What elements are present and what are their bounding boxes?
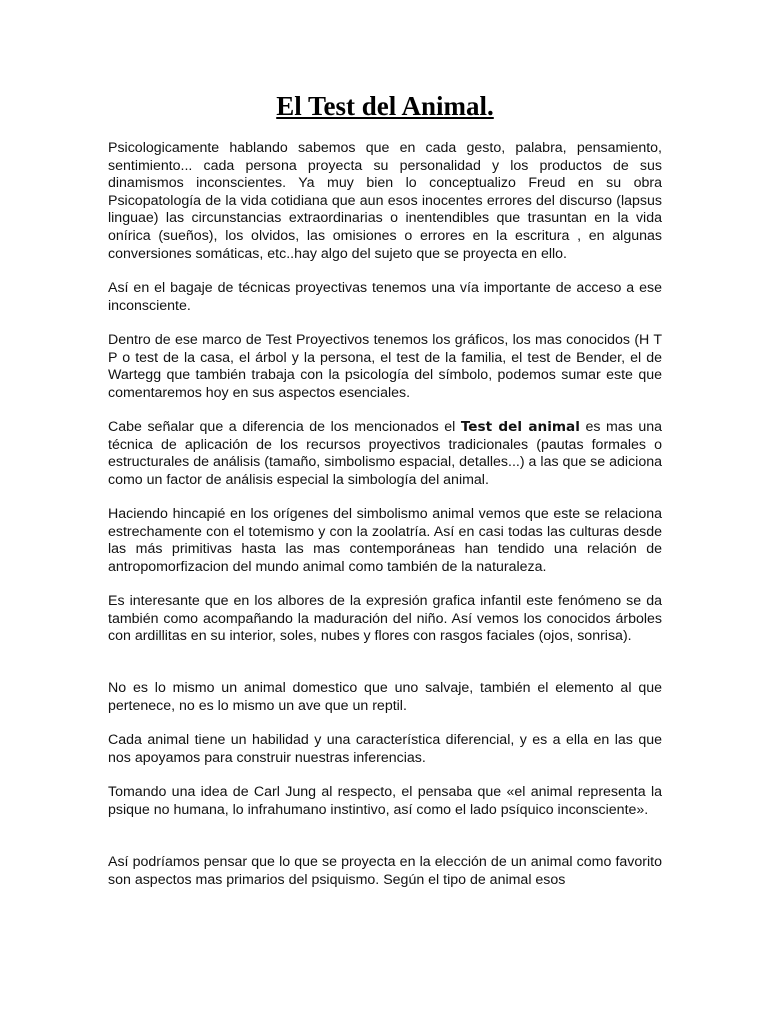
paragraph: Así podríamos pensar que lo que se proyecta en la elección de un animal como favorito son aspectos mas primarios del psiquismo. Según el tipo de animal esos <box>108 854 662 888</box>
paragraph: Así en el bagaje de técnicas proyectivas tenemos una vía importante de acceso a ese inconsciente. <box>108 280 662 314</box>
document-page <box>108 0 662 1024</box>
paragraph-text: Cabe señalar que a diferencia de los mencionados el <box>108 419 461 435</box>
paragraph: Es interesante que en los albores de la expresión grafica infantil este fenómeno se da también como acompañando la maduración del niño. Así vemos los conocidos árboles con ardillitas en su interior, soles, nubes y flores con rasgos faciales (ojos, sonrisa). <box>108 593 662 645</box>
paragraph: No es lo mismo un animal domestico que uno salvaje, también el elemento al que pertenece, no es lo mismo un ave que un reptil. <box>108 680 662 714</box>
bold-test-name: Test del animal <box>460 419 580 435</box>
document-title: El Test del Animal. <box>276 91 494 121</box>
paragraph <box>108 419 662 489</box>
paragraph: Tomando una idea de Carl Jung al respecto, el pensaba que «el animal representa la psique no humana, lo infrahumano instintivo, así como el lado psíquico inconsciente». <box>108 784 662 818</box>
paragraph: Psicologicamente hablando sabemos que en cada gesto, palabra, pensamiento, sentimiento... cada persona proyecta su personalidad y los productos de sus dinamismos inconscientes. Ya muy bien lo conceptualizo Freud en su obra Psicopatología de la vida cotidiana que aun esos inocentes errores del discurso (lapsus linguae) las circunstancias extraordinarias o inentendibles que trasuntan en la vida onírica (sueños), los olvidos, las omisiones o errores en la escritura , en algunas conversiones somáticas, etc..hay algo del sujeto que se proyecta en ello. <box>108 140 662 262</box>
paragraph: Cada animal tiene un habilidad y una característica diferencial, y es a ella en las que nos apoyamos para construir nuestras inferencias. <box>108 732 662 766</box>
paragraph: Dentro de ese marco de Test Proyectivos tenemos los gráficos, los mas conocidos (H T P o test de la casa, el árbol y la persona, el test de la familia, el test de Bender, el de Wartegg que también trabaja con la psicología del símbolo, podemos sumar este que comentaremos hoy en sus aspectos esenciales. <box>108 332 662 401</box>
paragraph: Haciendo hincapié en los orígenes del simbolismo animal vemos que este se relaciona estrechamente con el totemismo y con la zoolatría. Así en casi todas las culturas desde las más primitivas hasta las mas contemporáneas han tendido una relación de antropomorfizacion del mundo animal como también de la naturaleza. <box>108 506 662 575</box>
paragraph-text: es mas una técnica de aplicación de los recursos proyectivos tradicionales (pautas formales o estructurales de análisis (tamaño, simbolismo espacial, detalles...) a las que se adiciona como un factor de análisis especial la simbología del animal. <box>108 419 662 488</box>
